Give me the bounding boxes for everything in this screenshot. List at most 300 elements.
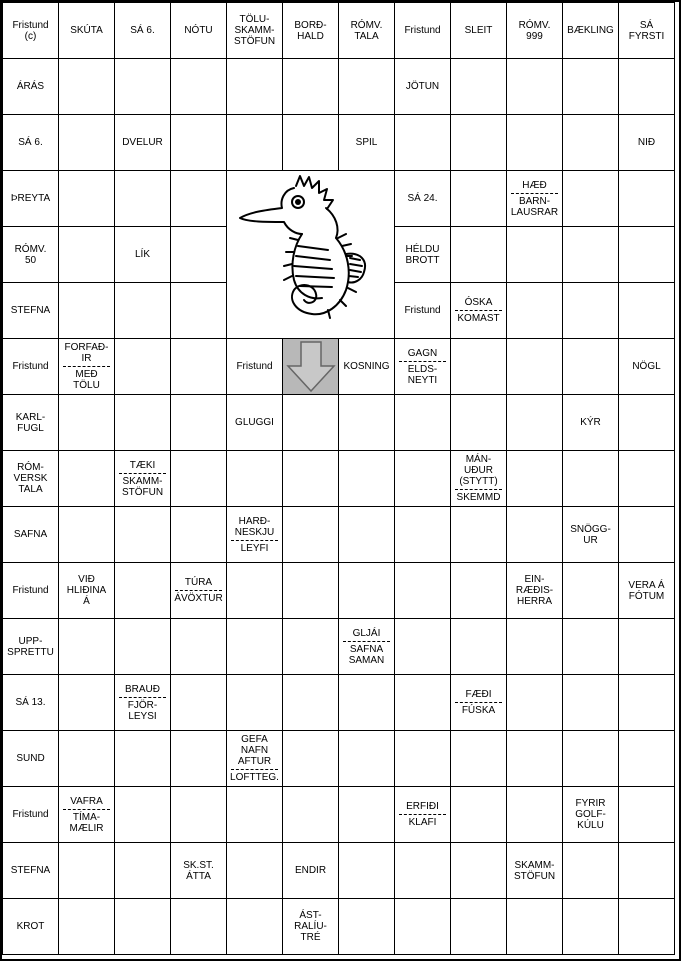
clue-text: SUND <box>16 753 45 764</box>
clue-text: LÍK <box>134 249 150 260</box>
clue-cell <box>563 787 618 842</box>
clue-cell <box>619 339 674 394</box>
clue-cell <box>3 339 58 394</box>
clue-text: SÁ 6. <box>18 137 43 148</box>
answer-cell[interactable] <box>283 619 338 674</box>
answer-cell[interactable] <box>339 563 394 618</box>
clue-cell <box>59 563 114 618</box>
answer-cell[interactable] <box>115 563 170 618</box>
answer-cell[interactable] <box>395 675 450 730</box>
answer-cell[interactable] <box>451 115 506 170</box>
split-clue <box>507 171 562 226</box>
answer-cell[interactable] <box>395 843 450 898</box>
answer-cell[interactable] <box>451 563 506 618</box>
answer-cell[interactable] <box>507 451 562 506</box>
clue-cell <box>227 395 282 450</box>
clue-cell <box>3 563 58 618</box>
clue-cell <box>619 3 674 58</box>
answer-cell[interactable] <box>619 451 674 506</box>
clue-cell <box>3 843 58 898</box>
answer-cell[interactable] <box>59 675 114 730</box>
answer-cell[interactable] <box>115 843 170 898</box>
answer-cell[interactable] <box>171 731 226 786</box>
clue-cell <box>3 899 58 954</box>
clue-text: RÓMV. 999 <box>518 19 551 42</box>
clue-cell <box>507 843 562 898</box>
arrow-down-icon <box>284 340 338 394</box>
split-clue <box>451 675 506 730</box>
clue-text: ENDIR <box>294 865 327 876</box>
answer-cell[interactable] <box>563 731 618 786</box>
answer-cell[interactable] <box>563 227 618 282</box>
answer-cell[interactable] <box>171 675 226 730</box>
answer-cell[interactable] <box>227 899 282 954</box>
answer-cell[interactable] <box>171 451 226 506</box>
clue-cell <box>395 787 450 842</box>
clue-cell <box>3 451 58 506</box>
split-clue <box>115 451 170 506</box>
answer-cell[interactable] <box>227 451 282 506</box>
seahorse-image <box>227 171 394 338</box>
answer-cell[interactable] <box>451 899 506 954</box>
clue-text: STEFNA <box>10 305 51 316</box>
answer-cell[interactable] <box>507 731 562 786</box>
answer-cell[interactable] <box>563 451 618 506</box>
answer-cell[interactable] <box>451 787 506 842</box>
clue-text: FYRIR GOLF- KÚLU <box>575 798 606 831</box>
clue-separator <box>231 540 278 541</box>
answer-cell[interactable] <box>619 59 674 114</box>
answer-cell[interactable] <box>619 675 674 730</box>
clue-cell <box>451 451 506 506</box>
clue-cell <box>171 3 226 58</box>
clue-cell <box>339 339 394 394</box>
clue-text: KLAFI <box>408 817 437 828</box>
answer-cell[interactable] <box>451 171 506 226</box>
answer-cell[interactable] <box>339 395 394 450</box>
answer-cell[interactable] <box>563 675 618 730</box>
seahorse-icon <box>236 172 386 337</box>
clue-text: SAFNA SAMAN <box>348 643 385 666</box>
answer-cell[interactable] <box>283 731 338 786</box>
clue-text: VAFRA <box>70 795 103 807</box>
clue-separator <box>399 814 446 815</box>
answer-cell[interactable] <box>395 451 450 506</box>
answer-cell[interactable] <box>507 507 562 562</box>
answer-cell[interactable] <box>283 675 338 730</box>
clue-cell <box>3 227 58 282</box>
clue-text: NÖGL <box>632 361 661 372</box>
split-clue <box>227 507 282 562</box>
answer-cell[interactable] <box>563 563 618 618</box>
clue-cell <box>115 675 170 730</box>
answer-cell[interactable] <box>59 283 114 338</box>
answer-cell[interactable] <box>451 731 506 786</box>
clue-text: HARÐ- NESKJU <box>234 515 275 538</box>
answer-cell[interactable] <box>339 787 394 842</box>
clue-cell <box>339 115 394 170</box>
clue-separator <box>175 590 222 591</box>
answer-cell[interactable] <box>115 59 170 114</box>
clue-text: BÆKLING <box>567 25 614 36</box>
clue-cell <box>3 507 58 562</box>
answer-cell[interactable] <box>451 59 506 114</box>
clue-cell <box>283 899 338 954</box>
clue-text: VIÐ HLIÐINA Á <box>66 574 107 607</box>
clue-cell <box>507 563 562 618</box>
answer-cell[interactable] <box>59 843 114 898</box>
answer-cell[interactable] <box>563 115 618 170</box>
answer-cell[interactable] <box>451 339 506 394</box>
answer-cell[interactable] <box>171 619 226 674</box>
clue-separator <box>231 769 278 770</box>
split-clue <box>339 619 394 674</box>
answer-cell[interactable] <box>339 59 394 114</box>
answer-cell[interactable] <box>339 451 394 506</box>
clue-text: Fristund (c) <box>12 19 49 42</box>
answer-cell[interactable] <box>339 843 394 898</box>
answer-cell[interactable] <box>563 899 618 954</box>
answer-cell[interactable] <box>619 395 674 450</box>
answer-cell[interactable] <box>227 619 282 674</box>
answer-cell[interactable] <box>563 283 618 338</box>
answer-cell[interactable] <box>507 619 562 674</box>
answer-cell[interactable] <box>507 227 562 282</box>
answer-cell[interactable] <box>283 563 338 618</box>
clue-text: ÁRÁS <box>16 81 45 92</box>
clue-text: SÁ 24. <box>407 193 438 204</box>
answer-cell[interactable] <box>115 339 170 394</box>
answer-cell[interactable] <box>619 731 674 786</box>
clue-cell <box>395 3 450 58</box>
clue-cell <box>563 395 618 450</box>
answer-cell[interactable] <box>171 507 226 562</box>
answer-cell[interactable] <box>507 675 562 730</box>
answer-cell[interactable] <box>619 227 674 282</box>
clue-cell <box>227 507 282 562</box>
answer-cell[interactable] <box>563 339 618 394</box>
answer-cell[interactable] <box>619 619 674 674</box>
answer-cell[interactable] <box>507 339 562 394</box>
answer-cell[interactable] <box>339 507 394 562</box>
clue-text: KOMAST <box>457 313 500 324</box>
clue-text: HÆÐ <box>522 179 547 191</box>
split-clue <box>395 339 450 394</box>
answer-cell[interactable] <box>451 843 506 898</box>
clue-separator <box>399 361 446 362</box>
clue-text: RÓMV. TALA <box>350 19 383 42</box>
clue-cell <box>227 731 282 786</box>
answer-cell[interactable] <box>227 563 282 618</box>
clue-separator <box>343 641 390 642</box>
answer-cell[interactable] <box>451 227 506 282</box>
answer-cell[interactable] <box>115 507 170 562</box>
answer-cell[interactable] <box>395 115 450 170</box>
answer-cell[interactable] <box>619 787 674 842</box>
clue-cell <box>395 227 450 282</box>
answer-cell[interactable] <box>619 843 674 898</box>
clue-text: SAFNA <box>13 529 48 540</box>
answer-cell[interactable] <box>283 59 338 114</box>
answer-cell[interactable] <box>59 451 114 506</box>
clue-cell <box>3 395 58 450</box>
clue-cell <box>395 59 450 114</box>
clue-separator <box>63 366 110 367</box>
arrow-cell <box>283 339 338 394</box>
answer-cell[interactable] <box>115 787 170 842</box>
answer-cell[interactable] <box>227 115 282 170</box>
answer-cell[interactable] <box>283 395 338 450</box>
clue-separator <box>455 702 502 703</box>
split-clue <box>227 731 282 786</box>
answer-cell[interactable] <box>171 339 226 394</box>
answer-cell[interactable] <box>619 507 674 562</box>
clue-text: DVELUR <box>122 137 163 148</box>
clue-cell <box>3 115 58 170</box>
clue-text: JÖTUN <box>405 81 440 92</box>
clue-separator <box>455 310 502 311</box>
answer-cell[interactable] <box>619 283 674 338</box>
clue-text: SÁ FYRSTI <box>628 19 665 42</box>
clue-cell <box>339 619 394 674</box>
answer-cell[interactable] <box>115 731 170 786</box>
answer-cell[interactable] <box>563 59 618 114</box>
clue-cell <box>3 59 58 114</box>
clue-text: GLJÁI <box>352 627 381 639</box>
clue-separator <box>455 489 502 490</box>
clue-text: STEFNA <box>10 865 51 876</box>
clue-text: ERFIÐI <box>406 801 439 812</box>
answer-cell[interactable] <box>507 115 562 170</box>
clue-separator <box>119 473 166 474</box>
clue-text: Fristund <box>12 809 49 820</box>
clue-cell <box>3 619 58 674</box>
clue-text: BARN- LAUSRAR <box>510 195 559 218</box>
clue-text: KÝR <box>580 417 601 428</box>
answer-cell[interactable] <box>115 899 170 954</box>
answer-cell[interactable] <box>451 619 506 674</box>
clue-text: GEFA NAFN AFTUR <box>237 734 272 767</box>
clue-text: BORÐ- HALD <box>294 19 327 42</box>
answer-cell[interactable] <box>59 395 114 450</box>
answer-cell[interactable] <box>171 283 226 338</box>
answer-cell[interactable] <box>227 675 282 730</box>
clue-cell <box>3 283 58 338</box>
clue-cell <box>619 115 674 170</box>
answer-cell[interactable] <box>171 395 226 450</box>
clue-text: NÓTU <box>184 25 213 36</box>
answer-cell[interactable] <box>451 507 506 562</box>
answer-cell[interactable] <box>283 787 338 842</box>
clue-cell <box>59 787 114 842</box>
clue-text: Fristund <box>404 25 441 36</box>
clue-cell <box>115 3 170 58</box>
answer-cell[interactable] <box>171 227 226 282</box>
clue-cell <box>451 3 506 58</box>
clue-cell <box>3 3 58 58</box>
answer-cell[interactable] <box>115 171 170 226</box>
clue-cell <box>395 339 450 394</box>
answer-cell[interactable] <box>507 395 562 450</box>
clue-text: Fristund <box>12 585 49 596</box>
clue-text: SKAMM- STÖFUN <box>513 859 556 882</box>
clue-cell <box>171 563 226 618</box>
clue-cell <box>451 283 506 338</box>
answer-cell[interactable] <box>339 899 394 954</box>
answer-cell[interactable] <box>619 171 674 226</box>
split-clue <box>115 675 170 730</box>
answer-cell[interactable] <box>339 731 394 786</box>
answer-cell[interactable] <box>507 787 562 842</box>
clue-cell <box>507 3 562 58</box>
clue-text: Fristund <box>12 361 49 372</box>
answer-cell[interactable] <box>339 675 394 730</box>
answer-cell[interactable] <box>227 843 282 898</box>
split-clue <box>451 283 506 338</box>
clue-text: KROT <box>16 921 45 932</box>
answer-cell[interactable] <box>619 899 674 954</box>
clue-text: Fristund <box>404 305 441 316</box>
clue-cell <box>395 283 450 338</box>
clue-text: SNÖGG- UR <box>570 523 611 546</box>
answer-cell[interactable] <box>59 59 114 114</box>
answer-cell[interactable] <box>171 899 226 954</box>
clue-text: TÍMA- MÆLIR <box>69 811 104 834</box>
clue-cell <box>115 451 170 506</box>
clue-text: MEÐ TÖLU <box>73 369 100 391</box>
clue-cell <box>227 3 282 58</box>
answer-cell[interactable] <box>59 507 114 562</box>
answer-cell[interactable] <box>563 619 618 674</box>
answer-cell[interactable] <box>507 283 562 338</box>
answer-cell[interactable] <box>395 899 450 954</box>
answer-cell[interactable] <box>283 451 338 506</box>
clue-text: MÁN- UÐUR (STYTT) <box>459 454 498 487</box>
clue-text: NIÐ <box>637 137 656 148</box>
clue-text: Fristund <box>236 361 273 372</box>
answer-cell[interactable] <box>227 787 282 842</box>
answer-cell[interactable] <box>171 787 226 842</box>
clue-text: LOFTTEG. <box>230 772 279 783</box>
answer-cell[interactable] <box>395 619 450 674</box>
clue-text: ÁST- RALÍU- TRÉ <box>294 910 327 943</box>
split-clue <box>451 451 506 506</box>
split-clue <box>59 339 114 394</box>
clue-cell <box>563 507 618 562</box>
answer-cell[interactable] <box>451 395 506 450</box>
clue-text: ELDS- NEYTI <box>407 363 438 386</box>
answer-cell[interactable] <box>563 171 618 226</box>
clue-text: BRAUÐ <box>124 683 160 695</box>
clue-cell <box>563 3 618 58</box>
clue-text: VERA Á FÓTUM <box>628 579 665 602</box>
answer-cell[interactable] <box>59 115 114 170</box>
answer-cell[interactable] <box>283 507 338 562</box>
clue-cell <box>3 731 58 786</box>
clue-cell <box>283 843 338 898</box>
clue-cell <box>283 3 338 58</box>
clue-cell <box>3 675 58 730</box>
clue-cell <box>59 3 114 58</box>
clue-text: FÆÐI <box>465 689 492 700</box>
answer-cell[interactable] <box>115 619 170 674</box>
answer-cell[interactable] <box>227 59 282 114</box>
answer-cell[interactable] <box>171 115 226 170</box>
clue-text: ÓSKA <box>464 297 493 308</box>
answer-cell[interactable] <box>115 283 170 338</box>
clue-text: SÁ 6. <box>130 25 155 36</box>
clue-cell <box>59 339 114 394</box>
clue-text: EIN- RÆÐIS- HERRA <box>515 574 554 607</box>
answer-cell[interactable] <box>507 59 562 114</box>
clue-text: SK.ST. ÁTTA <box>183 859 214 882</box>
answer-cell[interactable] <box>507 899 562 954</box>
clue-cell <box>3 787 58 842</box>
answer-cell[interactable] <box>59 227 114 282</box>
clue-text: RÓMV. 50 <box>14 243 47 266</box>
clue-text: RÓM- VERSK TALA <box>13 462 48 495</box>
answer-cell[interactable] <box>283 115 338 170</box>
answer-cell[interactable] <box>171 171 226 226</box>
answer-cell[interactable] <box>563 843 618 898</box>
clue-text: SLEIT <box>464 25 493 36</box>
split-clue <box>171 563 226 618</box>
clue-cell <box>507 171 562 226</box>
clue-text: ÞREYTA <box>10 193 51 204</box>
clue-cell <box>339 3 394 58</box>
split-clue <box>59 787 114 842</box>
answer-cell[interactable] <box>59 731 114 786</box>
answer-cell[interactable] <box>59 899 114 954</box>
clue-text: FÚSKA <box>461 705 496 716</box>
clue-text: KOSNING <box>343 361 390 372</box>
clue-text: FORFAÐ- IR <box>64 342 109 364</box>
clue-separator <box>63 809 110 810</box>
clue-cell <box>115 227 170 282</box>
clue-text: SKEMMD <box>456 492 501 503</box>
clue-text: SKAMM- STÖFUN <box>121 475 164 498</box>
answer-cell[interactable] <box>395 731 450 786</box>
clue-text: UPP- SPRETTU <box>7 635 54 658</box>
clue-text: TÆKI <box>129 459 156 471</box>
answer-cell[interactable] <box>59 171 114 226</box>
answer-cell[interactable] <box>115 395 170 450</box>
clue-text: LEYFI <box>240 542 269 554</box>
clue-text: TÚRA <box>184 577 213 588</box>
clue-cell <box>3 171 58 226</box>
clue-separator <box>119 697 166 698</box>
clue-text: HÉLDU BROTT <box>405 243 440 266</box>
clue-cell <box>115 115 170 170</box>
answer-cell[interactable] <box>59 619 114 674</box>
answer-cell[interactable] <box>395 563 450 618</box>
clue-cell <box>451 675 506 730</box>
clue-text: GAGN <box>407 347 438 359</box>
clue-separator <box>511 193 558 194</box>
clue-text: SPIL <box>355 137 378 148</box>
clue-cell <box>619 563 674 618</box>
answer-cell[interactable] <box>395 395 450 450</box>
clue-cell <box>395 171 450 226</box>
clue-text: TÖLU- SKAMM- STÖFUN <box>233 14 276 47</box>
clue-text: FJÖR- LEYSI <box>127 699 158 722</box>
split-clue <box>395 787 450 842</box>
answer-cell[interactable] <box>171 59 226 114</box>
clue-text: GLUGGI <box>235 417 274 428</box>
clue-text: SÁ 13. <box>15 697 46 708</box>
answer-cell[interactable] <box>395 507 450 562</box>
clue-cell <box>227 339 282 394</box>
